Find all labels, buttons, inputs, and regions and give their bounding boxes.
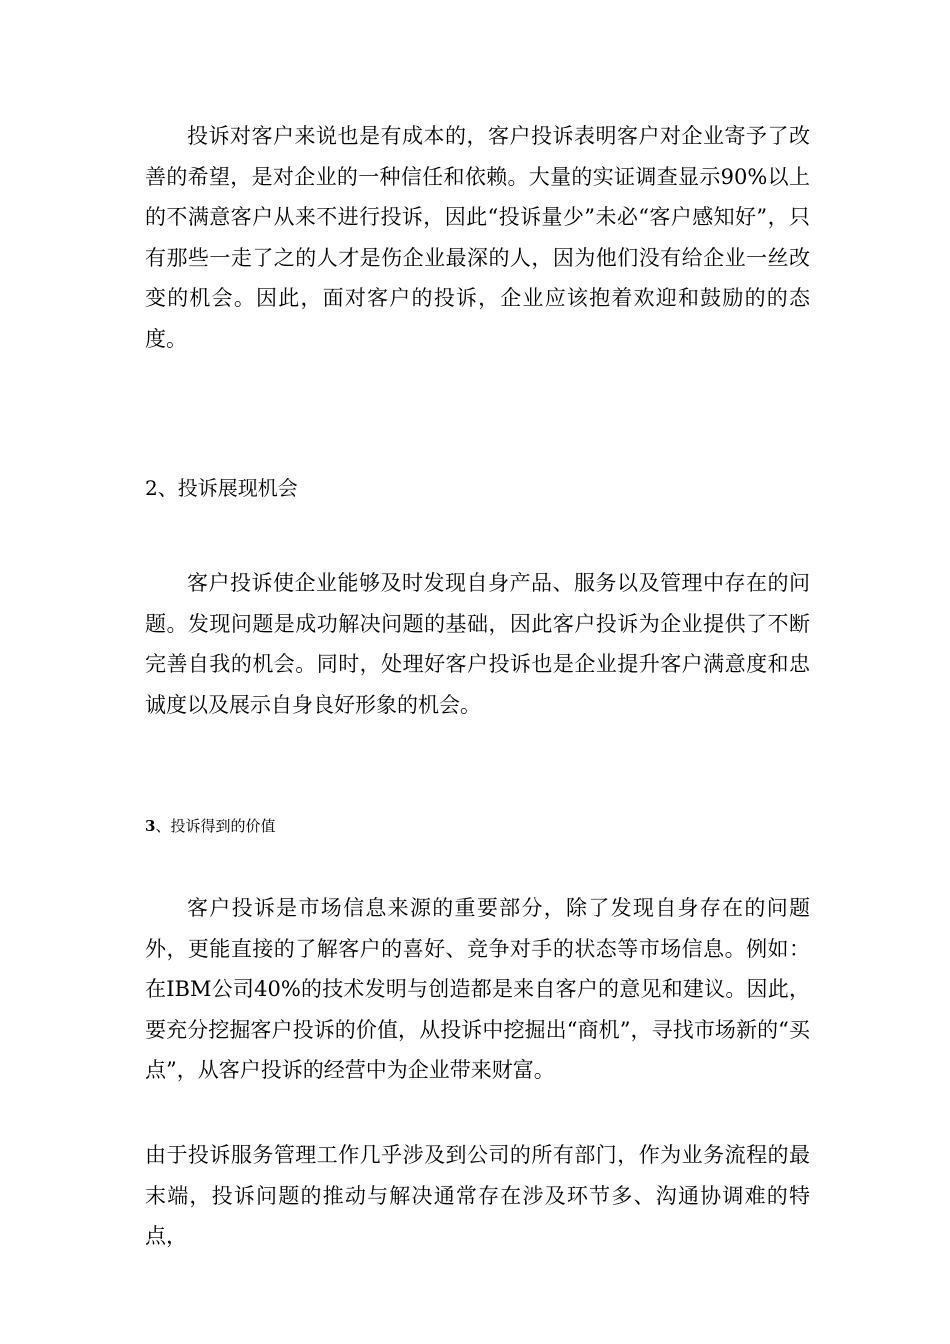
paragraph-complaint-management: 由于投诉服务管理工作几乎涉及到公司的所有部门，作为业务流程的最末端，投诉问题的推动与解决通常存在涉及环节多、沟通协调难的特点， xyxy=(145,1143,810,1248)
section-heading-2: 2、投诉展现机会 xyxy=(145,476,298,500)
paragraph-complaint-opportunity: 客户投诉使企业能够及时发现自身产品、服务以及管理中存在的问题。发现问题是成功解决问题的基础，因此客户投诉为企业提供了不断完善自我的机会。同时，处理好客户投诉也是企业提升客户满意度和忠诚度以及展示自身良好形象的机会。 xyxy=(145,571,810,717)
section-heading-3 xyxy=(145,816,275,836)
paragraph-customer-complaint-cost: 投诉对客户来说也是有成本的，客户投诉表明客户对企业寄予了改善的希望，是对企业的一种信任和依赖。大量的实证调查显示90%以上的不满意客户从来不进行投诉，因此“投诉量少”未必“客户感知好”，只有那些一走了之的人才是伤企业最深的人，因为他们没有给企业一丝改变的机会。因此，面对客户的投诉，企业应该抱着欢迎和鼓励的的态度。 xyxy=(145,124,810,351)
section-heading-3-text: 、投诉得到的价值 xyxy=(155,817,276,835)
paragraph-complaint-value: 客户投诉是市场信息来源的重要部分，除了发现自身存在的问题外，更能直接的了解客户的喜好、竞争对手的状态等市场信息。例如：在IBM公司40%的技术发明与创造都是来自客户的意见和建议。因此，要充分挖掘客户投诉的价值，从投诉中挖掘出“商机”，寻找市场新的“买点”，从客户投诉的经营中为企业带来财富。 xyxy=(145,896,810,1082)
section-heading-3-number: 3 xyxy=(145,817,156,835)
